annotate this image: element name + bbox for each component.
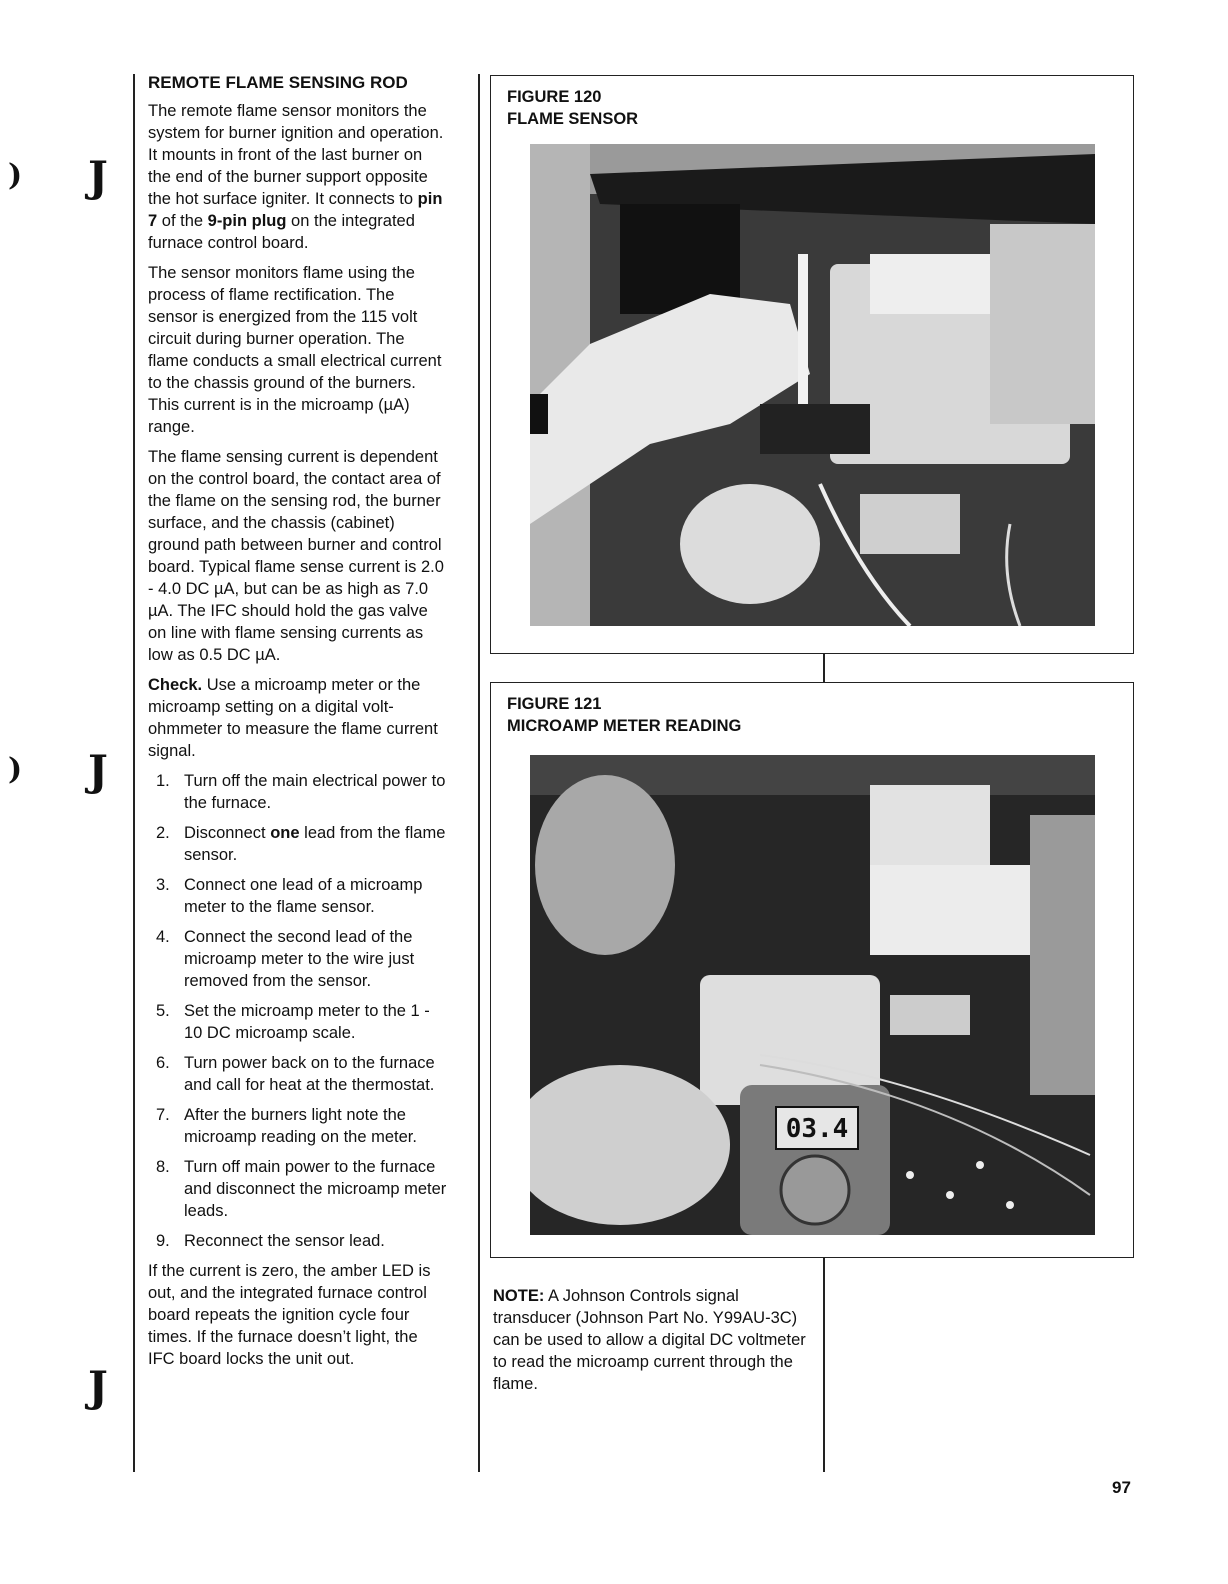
paragraph-check — [148, 674, 448, 762]
main-text-column — [148, 72, 448, 1378]
bold-text: 9-pin plug — [207, 212, 287, 230]
column-rule-connector — [823, 652, 825, 682]
column-rule-middle — [478, 74, 480, 1472]
page-number: 97 — [1112, 1478, 1131, 1497]
step-number: 1. — [156, 772, 170, 790]
list-item — [148, 770, 448, 814]
figure-120-box — [490, 75, 1134, 654]
check-label: Check. — [148, 676, 203, 694]
step-number: 3. — [156, 876, 170, 894]
step-text: After the burners light note the microamp reading on the meter. — [184, 1106, 417, 1146]
list-item — [148, 874, 448, 918]
step-number: 4. — [156, 928, 170, 946]
step-number: 2. — [156, 824, 170, 842]
section-heading: REMOTE FLAME SENSING ROD — [148, 73, 408, 92]
binder-mark: J — [88, 1362, 108, 1411]
column-rule-right — [823, 1258, 825, 1472]
list-item — [148, 1156, 448, 1222]
microamp-meter-photo — [530, 755, 1095, 1235]
step-number: 6. — [156, 1054, 170, 1072]
text: The remote flame sensor monitors the system for burner ignition and operation. It mounts in front of the last burner on the end of the burner support opposite the hot surface igniter. It connects to — [148, 102, 444, 208]
step-text: Reconnect the sensor lead. — [184, 1232, 385, 1250]
figure-number: FIGURE 120 — [507, 88, 602, 106]
figure-title: MICROAMP METER READING — [507, 717, 742, 735]
step-number: 9. — [156, 1232, 170, 1250]
list-item — [148, 1104, 448, 1148]
note-label: NOTE: — [493, 1287, 545, 1305]
step-text: Connect the second lead of the microamp meter to the wire just removed from the sensor. — [184, 928, 415, 990]
step-text: lead from the flame sensor. — [184, 824, 446, 864]
step-number: 7. — [156, 1106, 170, 1124]
step-list — [148, 770, 448, 1252]
binder-mark: ) — [8, 752, 23, 787]
step-number: 8. — [156, 1158, 170, 1176]
binder-mark: ) — [8, 158, 23, 193]
step-text: Turn power back on to the furnace and call for heat at the thermostat. — [184, 1054, 435, 1094]
note-block — [493, 1285, 813, 1395]
figure-title: FLAME SENSOR — [507, 110, 639, 128]
text: of the — [157, 212, 208, 230]
meter-display-reading: 03.4 — [785, 1114, 849, 1144]
step-text: Disconnect — [184, 824, 271, 842]
step-number: 5. — [156, 1002, 170, 1020]
figure-121-caption — [507, 693, 741, 737]
list-item — [148, 1000, 448, 1044]
step-text: Turn off main power to the furnace and disconnect the microamp meter leads. — [184, 1158, 447, 1220]
figure-number: FIGURE 121 — [507, 695, 602, 713]
note-text: A Johnson Controls signal transducer (Johnson Part No. Y99AU-3C) can be used to allow a digital DC voltmeter to read the microamp current through the flame. — [493, 1287, 806, 1393]
text: on the integrated furnace control board. — [148, 212, 415, 252]
list-item — [148, 1230, 448, 1252]
paragraph-intro — [148, 100, 448, 254]
text: Use a microamp meter or the microamp setting on a digital volt-ohmmeter to measure the flame current signal. — [148, 676, 438, 760]
binder-mark: J — [88, 152, 108, 201]
list-item — [148, 1052, 448, 1096]
binder-mark: J — [88, 746, 108, 795]
paragraph-rectification: The sensor monitors flame using the process of flame rectification. The sensor is energized from the 115 volt circuit during burner operation. The flame conducts a small electrical current to the chassis ground of the burners. This current is in the microamp (µA) range. — [148, 264, 442, 436]
bold-text: pin 7 — [148, 190, 443, 230]
list-item — [148, 822, 448, 866]
bold-text: one — [270, 824, 300, 842]
figure-120-caption — [507, 86, 638, 130]
list-item — [148, 926, 448, 992]
step-text: Set the microamp meter to the 1 - 10 DC microamp scale. — [184, 1002, 430, 1042]
microamp-meter-illustration — [530, 755, 1095, 1235]
figure-121-box — [490, 682, 1134, 1258]
flame-sensor-photo — [530, 144, 1095, 626]
step-text: Turn off the main electrical power to the furnace. — [184, 772, 446, 812]
paragraph-current: The flame sensing current is dependent on the control board, the contact area of the flame on the sensing rod, the burner surface, and the chassis (cabinet) ground path between burner and control board. Typical flame sense current is 2.0 - 4.0 DC µA, but can be as high as 7.0 µA. The IFC should hold the gas valve on line with flame sensing currents as low as 0.5 DC µA. — [148, 448, 444, 664]
step-text: Connect one lead of a microamp meter to the flame sensor. — [184, 876, 423, 916]
column-rule-left — [133, 74, 135, 1472]
paragraph-closing: If the current is zero, the amber LED is out, and the integrated furnace control board repeats the ignition cycle four times. If the furnace doesn’t light, the IFC board locks the unit out. — [148, 1262, 431, 1368]
flame-sensor-illustration — [530, 144, 1095, 626]
